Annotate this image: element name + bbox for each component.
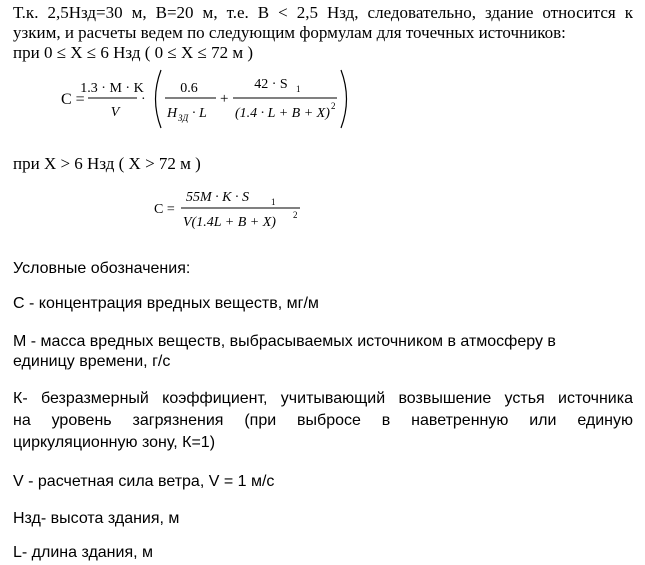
legend-v: V - расчетная сила ветра, V = 1 м/с [13,473,275,490]
formula2-denominator-exp: 2 [293,210,298,220]
formula1-frac2-denominator: (1.4 · L + B + X) [235,106,330,121]
formula2-lhs: C = [154,202,175,217]
legend-m-line-2: единицу времени, г/с [13,353,171,370]
formula1-denominator: V [110,105,120,120]
legend-k-line-1: К- безразмерный коэффициент, учитывающий возвышение устья источника [13,390,633,407]
legend-k-line-3: циркуляционную зону, К=1) [13,434,216,451]
formula1-frac1-h: H [167,106,178,121]
legend-m-line-1: М - масса вредных веществ, выбрасываемых источником в атмосферу в [13,333,556,350]
formula1-frac2-denominator-exp: 2 [331,101,336,111]
formula1-right-paren [341,70,347,128]
legend-k-line-2: на уровень загрязнения (при выбросе в наветренную или единую [13,412,633,429]
formula1-numerator: 1.3 · M · K [80,81,144,96]
formula1-dot: · [141,92,146,107]
formula2-denominator: V(1.4L + B + X) [183,215,276,230]
formula-far-zone [150,182,330,237]
intro-line-2: узким, и расчеты ведем по следующим формулам для точечных источников: [13,23,566,42]
formula1-frac1-h-sub: ЗД [178,113,189,123]
formula1-lhs: C = [61,91,85,108]
intro-line-3: при 0 ≤ X ≤ 6 Нзд ( 0 ≤ X ≤ 72 м ) [13,43,253,62]
formula1-left-paren [156,70,162,128]
legend-title: Условные обозначения: [13,260,191,277]
formula2-numerator: 55M · K · S [186,190,249,205]
formula1-frac2-numerator: 42 · S [254,77,288,92]
legend-c: С - концентрация вредных веществ, мг/м [13,295,319,312]
legend-l: L- длина здания, м [13,544,154,561]
intro-line-1: Т.к. 2,5Hзд=30 м, B=20 м, т.е. B < 2,5 Нзд, следовательно, здание относится к [13,3,633,22]
formula2-numerator-sub: 1 [271,197,276,207]
formula-near-zone [55,66,375,139]
formula1-frac1-numerator: 0.6 [180,81,198,96]
legend-h: Нзд- высота здания, м [13,510,180,527]
condition-far-zone: при X > 6 Нзд ( X > 72 м ) [13,154,201,173]
formula1-frac2-numerator-sub: 1 [296,84,301,94]
formula1-plus: + [220,91,229,107]
formula1-frac1-l: · L [192,106,207,121]
